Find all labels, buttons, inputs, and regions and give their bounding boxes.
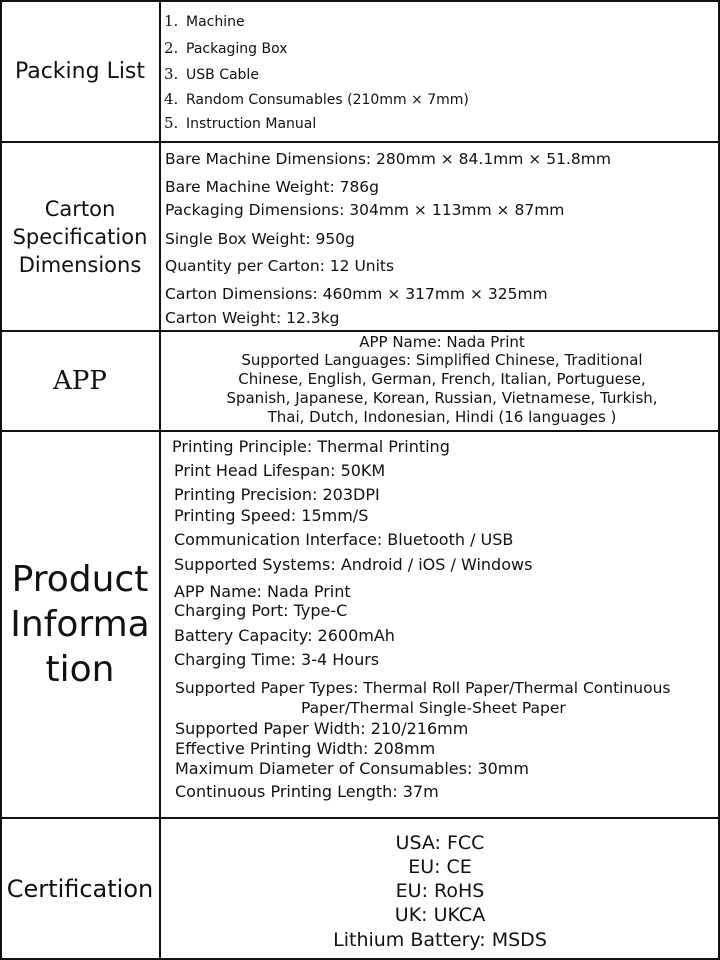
- spec-line: Printing Speed: 15mm/S: [174, 506, 369, 525]
- spec-line: Charging Time: 3-4 Hours: [174, 650, 380, 669]
- spec-line: Print Head Lifespan: 50KM: [174, 461, 386, 480]
- product-info-label: Product Informa tion: [10, 559, 150, 690]
- app-line: Spanish, Japanese, Korean, Russian, Vietnamese, Turkish,: [226, 389, 658, 407]
- cert-item: USA: FCC: [395, 832, 485, 854]
- list-item: [164, 65, 259, 83]
- item-number: 5.: [164, 114, 179, 132]
- spec-line: Paper/Thermal Single-Sheet Paper: [301, 699, 566, 717]
- spec-line: Supported Paper Types: Thermal Roll Paper/Thermal Continuous: [175, 679, 671, 697]
- item-text: USB Cable: [186, 67, 259, 83]
- list-item: [164, 39, 288, 57]
- cert-item: UK: UKCA: [394, 904, 486, 926]
- spec-line: Maximum Diameter of Consumables: 30mm: [175, 759, 529, 778]
- spec-line: Packaging Dimensions: 304mm × 113mm × 87mm: [165, 201, 565, 219]
- item-number: 2.: [164, 39, 179, 57]
- certification-label: Certification: [6, 874, 154, 903]
- packing-list-label: Packing List: [14, 59, 146, 84]
- spec-line: Carton Weight: 12.3kg: [165, 309, 340, 327]
- spec-line: Carton Dimensions: 460mm × 317mm × 325mm: [165, 285, 548, 303]
- spec-line: Supported Systems: Android / iOS / Windows: [174, 555, 533, 574]
- item-text: Packaging Box: [186, 41, 288, 57]
- spec-line: Supported Paper Width: 210/216mm: [175, 719, 469, 738]
- spec-line: Bare Machine Dimensions: 280mm × 84.1mm × 51.8mm: [165, 150, 611, 168]
- item-number: 1.: [164, 12, 179, 30]
- app-line: Chinese, English, German, French, Italian, Portuguese,: [238, 370, 646, 388]
- spec-line: APP Name: Nada Print: [174, 582, 351, 601]
- carton-spec-label: Carton Specification Dimensions: [12, 196, 148, 277]
- spec-line: Printing Precision: 203DPI: [174, 485, 380, 504]
- list-item: [164, 12, 245, 30]
- cert-item: EU: RoHS: [395, 880, 485, 902]
- spec-line: Charging Port: Type-C: [174, 601, 348, 620]
- app-line: APP Name: Nada Print: [359, 333, 525, 351]
- spec-line: Printing Principle: Thermal Printing: [172, 437, 450, 456]
- cert-item: EU: CE: [408, 856, 472, 878]
- spec-line: Effective Printing Width: 208mm: [175, 739, 436, 758]
- spec-line: Bare Machine Weight: 786g: [165, 178, 380, 196]
- spec-line: Continuous Printing Length: 37m: [175, 782, 439, 801]
- app-line: Thai, Dutch, Indonesian, Hindi (16 languages ): [267, 408, 617, 426]
- list-item: [164, 114, 316, 132]
- spec-line: Quantity per Carton: 12 Units: [165, 257, 395, 275]
- spec-line: Battery Capacity: 2600mAh: [174, 626, 395, 645]
- spec-line: Single Box Weight: 950g: [165, 230, 355, 248]
- cert-item: Lithium Battery: MSDS: [333, 929, 547, 951]
- app-label: APP: [53, 366, 107, 396]
- item-number: 3.: [164, 65, 179, 83]
- item-text: Machine: [186, 14, 245, 30]
- item-number: 4.: [164, 90, 179, 108]
- item-text: Instruction Manual: [186, 116, 317, 132]
- app-line: Supported Languages: Simplified Chinese, Traditional: [241, 351, 643, 369]
- list-item: [164, 90, 469, 108]
- spec-line: Communication Interface: Bluetooth / USB: [174, 530, 514, 549]
- item-text: Random Consumables (210mm × 7mm): [186, 92, 469, 108]
